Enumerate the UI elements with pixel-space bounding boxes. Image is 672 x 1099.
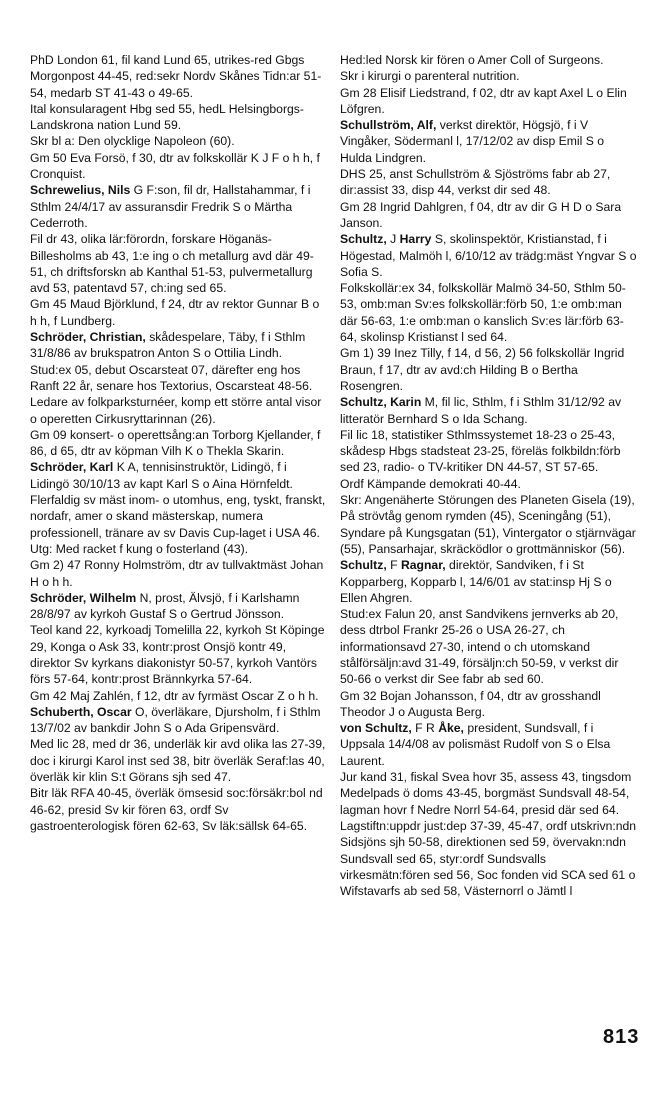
entry-text: Gm 45 Maud Björklund, f 24, dtr av rektor Gunnar B o h h, f Lundberg. bbox=[30, 297, 320, 328]
entry-name: Schultz, bbox=[340, 558, 387, 573]
entry-paragraph bbox=[340, 606, 638, 687]
entry-paragraph bbox=[30, 622, 328, 687]
entry-paragraph bbox=[30, 459, 328, 492]
left-column bbox=[30, 52, 328, 834]
entry-text: Stud:ex 05, debut Oscarsteat 07, därefter eng hos Ranft 22 år, senare hos Textorius, Oscarsteat 48-56. bbox=[30, 362, 313, 393]
entry-paragraph bbox=[30, 394, 328, 427]
entry-text: Gm 09 konsert- o operettsång:an Torborg Kjellander, f 86, d 65, dtr av köpman Vilh K o Thekla Skarin. bbox=[30, 427, 321, 459]
entry-paragraph bbox=[30, 704, 328, 737]
entry-paragraph bbox=[30, 541, 328, 557]
entry-name: Harry bbox=[399, 232, 432, 247]
entry-text: Skr bl a: Den olycklige Napoleon (60). bbox=[30, 134, 235, 149]
entry-text: Gm 2) 47 Ronny Holmström, dtr av tullvaktmäst Johan H o h h. bbox=[30, 558, 324, 589]
entry-text: M, fil lic, Sthlm, f i Sthlm 31/12/92 av litteratör Bernhard S o Ida Schang. bbox=[340, 395, 622, 426]
entry-text: Ledare av folkparksturnéer, komp ett större antal visor o operetten Cirkusryttarinnan (26). bbox=[30, 395, 322, 426]
entry-paragraph bbox=[340, 231, 638, 280]
entry-paragraph bbox=[340, 166, 638, 199]
entry-paragraph bbox=[30, 101, 328, 134]
entry-text: Bitr läk RFA 40-45, överläk ömsesid soc:försäkr:bol nd 46-62, presid Sv kir fören 63, ordf Sv gastroenterologisk fören 62-63, Sv läk:sällsk 64-65. bbox=[30, 786, 323, 833]
entry-paragraph bbox=[340, 280, 638, 345]
entry-text: Fil lic 18, statistiker Sthlmssystemet 18-23 o 25-43, skådesp Hbgs stadsteat 23-25, föreläs folkbildn:förb sed 23, radio- o TV-kritiker DN 44-57, ST 57-65. bbox=[340, 427, 621, 475]
entry-text: F bbox=[386, 558, 401, 573]
entry-text: Gm 28 Elisif Liedstrand, f 02, dtr av kapt Axel L o Elin Löfgren. bbox=[340, 85, 627, 116]
entry-text: Skr: Angenäherte Störungen des Planeten Gisela (19), På strövtåg genom rymden (45), Sceningång (51), Syndare på Kungsgatan (51), Vintergator o stjärnvägar (55), Pansarhajar, skräcködlor o grottmänniskor (56). bbox=[340, 493, 636, 556]
entry-name: von Schultz, bbox=[340, 721, 412, 736]
entry-text: G F:son, fil dr, Hallstahammar, f i Sthlm 24/4/17 av assuransdir Fredrik S o Märtha Cederroth. bbox=[30, 183, 311, 230]
entry-text: Gm 28 Ingrid Dahlgren, f 04, dtr av dir G H D o Sara Janson. bbox=[340, 199, 622, 230]
entry-name: Schultz, bbox=[340, 232, 387, 247]
entry-paragraph bbox=[340, 720, 638, 769]
entry-paragraph bbox=[340, 394, 638, 427]
entry-text: Utg: Med racket f kung o fosterland (43). bbox=[30, 541, 249, 556]
entry-paragraph bbox=[30, 150, 328, 183]
entry-name: Schrewelius, Nils bbox=[30, 183, 131, 198]
entry-name: Åke, bbox=[438, 721, 464, 736]
entry-text: N, prost, Älvsjö, f i Karlshamn 28/8/97 av kyrkoh Gustaf S o Gertrud Jönsson. bbox=[30, 590, 300, 622]
entry-text: Skr i kirurgi o parenteral nutrition. bbox=[340, 69, 520, 84]
entry-paragraph bbox=[30, 329, 328, 362]
entry-paragraph bbox=[30, 52, 328, 101]
entry-text: Flerfaldig sv mäst inom- o utomhus, eng, tyskt, franskt, nordafr, amer o skand mästerskap, numera professionell, tränare av sv Davis Cup-laget i USA 46. bbox=[30, 493, 326, 540]
entry-name: Schultz, Karin bbox=[340, 395, 422, 410]
entry-name: Schröder, Christian, bbox=[30, 330, 146, 345]
entry-paragraph bbox=[30, 785, 328, 834]
entry-paragraph bbox=[340, 557, 638, 606]
entry-paragraph bbox=[340, 52, 638, 68]
entry-text: Jur kand 31, fiskal Svea hovr 35, assess 43, tingsdom Medelpads ö doms 43-45, borgmäst Sundsvall 48-54, lagman hovr f Nedre Norrl 54-64, presid där sed 64. bbox=[340, 770, 632, 817]
entry-text: Ordf Kämpande demokrati 40-44. bbox=[340, 476, 521, 491]
entry-text: Lagstiftn:uppdr just:dep 37-39, 45-47, ordf utskrivn:ndn Sidsjöns sjh 50-58, direktionen sed 59, övervakn:ndn Sundsvall sed 65, styr:ordf Sundsvalls virkesmätn:fören sed 56, Soc fonden vid SCA sed 61 o Wifstavarfs ab sed 58, Västernorrl o Jämtl l bbox=[340, 818, 637, 899]
entry-text: Stud:ex Falun 20, anst Sandvikens jernverks ab 20, dess dtrbol Frankr 25-26 o USA 26-27, ch informationsavd 27-30, intend o ch utomskand stålförsäljn:avd 31-49, försäljn:ch 50-59, v verkst dir 50-66 o verkst dir See fabr ab sed 60. bbox=[340, 607, 619, 687]
entry-text: Gm 50 Eva Forsö, f 30, dtr av folkskollär K J F o h h, f Cronquist. bbox=[30, 150, 320, 182]
entry-text: Med lic 28, med dr 36, underläk kir avd olika las 27-39, doc i kirurgi Karol inst sed 38, bitr överläk Seraf:las 40, överläk kir klin S:t Görans sjh sed 47. bbox=[30, 737, 326, 785]
right-column bbox=[340, 52, 638, 899]
entry-paragraph bbox=[340, 85, 638, 118]
entry-text: Gm 1) 39 Inez Tilly, f 14, d 56, 2) 56 folkskollär Ingrid Braun, f 17, dtr av avd:ch Hilding B o Bertha Rosengren. bbox=[340, 346, 625, 393]
entry-text: O, överläkare, Djursholm, f i Sthlm 13/7/02 av bankdir John S o Ada Gripensvärd. bbox=[30, 704, 321, 736]
entry-name: Schullström, Alf, bbox=[340, 118, 437, 133]
entry-paragraph bbox=[340, 688, 638, 721]
entry-text: Folkskollär:ex 34, folkskollär Malmö 34-50, Sthlm 50-53, omb:man Sv:es folkskollär:förb 50, 1:e omb:man där 56-63, 1:e omb:man o kanslich Sv:es lär:förb 63-64, skolinsp Kristianst l sed 64. bbox=[340, 281, 626, 345]
entry-text: J bbox=[386, 232, 400, 247]
entry-paragraph bbox=[340, 427, 638, 476]
entry-text: DHS 25, anst Schullström & Sjöströms fabr ab 27, dir:assist 33, disp 44, verkst dir sed 48. bbox=[340, 167, 611, 198]
entry-paragraph bbox=[340, 68, 638, 84]
entry-text: Gm 32 Bojan Johansson, f 04, dtr av grosshandl Theodor J o Augusta Berg. bbox=[340, 688, 601, 719]
entry-text: president, Sundsvall, f i Uppsala 14/4/08 av polismäst Rudolf von S o Elsa Laurent. bbox=[340, 721, 611, 768]
entry-name: Schröder, Karl bbox=[30, 460, 114, 475]
entry-text: Fil dr 43, olika lär:förordn, forskare Höganäs-Billesholms ab 43, 1:e ing o ch metallurg avd där 49-51, ch driftsforskn ab Kanthal 51-53, pulvermetallurg avd 53, patentavd 57, ch:ing sed 65. bbox=[30, 232, 314, 296]
entry-paragraph bbox=[340, 117, 638, 166]
entry-name: Schröder, Wilhelm bbox=[30, 590, 137, 605]
entry-paragraph bbox=[340, 492, 638, 557]
entry-paragraph bbox=[340, 199, 638, 232]
entry-text: F R bbox=[411, 721, 439, 736]
entry-paragraph bbox=[340, 769, 638, 818]
entry-text: K A, tennisinstruktör, Lidingö, f i Lidingö 30/10/13 av kapt Karl S o Aina Hörnfeldt. bbox=[30, 460, 293, 491]
entry-text: PhD London 61, fil kand Lund 65, utrikes-red Gbgs Morgonpost 44-45, red:sekr Nordv Skånes Tidn:ar 51-54, medarb ST 41-43 o 49-65. bbox=[30, 53, 322, 100]
entry-text: S, skolinspektör, Kristianstad, f i Högestad, Malmöh l, 6/10/12 av trädg:mäst Yngvar S o Sofia S. bbox=[340, 232, 637, 279]
entry-paragraph bbox=[30, 231, 328, 296]
entry-text: Teol kand 22, kyrkoadj Tomelilla 22, kyrkoh St Köpinge 29, Konga o Ask 33, kontr:prost Onsjö kontr 49, direktor Sv kyrkans diakonistyr 50-57, kyrkoh Vantörs förs 57-64, kontr:prost Brännkyrka 57-64. bbox=[30, 623, 325, 687]
entry-paragraph bbox=[340, 476, 638, 492]
entry-name: Ragnar, bbox=[400, 558, 446, 573]
entry-paragraph bbox=[30, 736, 328, 785]
entry-paragraph bbox=[30, 492, 328, 541]
entry-paragraph bbox=[340, 345, 638, 394]
entry-text: Hed:led Norsk kir fören o Amer Coll of Surgeons. bbox=[340, 53, 604, 67]
page-number: 813 bbox=[603, 1026, 640, 1048]
entry-text: Ital konsularagent Hbg sed 55, hedL Helsingborgs-Landskrona nation Lund 59. bbox=[30, 101, 304, 133]
entry-paragraph bbox=[30, 688, 328, 704]
entry-paragraph bbox=[30, 590, 328, 623]
entry-text: verkst direktör, Högsjö, f i V Vingåker, Södermanl l, 17/12/02 av disp Emil S o Hulda Lindgren. bbox=[340, 118, 604, 165]
entry-paragraph bbox=[30, 362, 328, 395]
entry-paragraph bbox=[30, 427, 328, 460]
entry-paragraph bbox=[30, 557, 328, 590]
entry-paragraph bbox=[30, 133, 328, 149]
entry-paragraph bbox=[30, 296, 328, 329]
entry-text: direktör, Sandviken, f i St Kopparberg, Kopparb l, 14/6/01 av stat:insp Hj S o Ellen Ahgren. bbox=[340, 558, 612, 605]
entry-text: Gm 42 Maj Zahlén, f 12, dtr av fyrmäst Oscar Z o h h. bbox=[30, 688, 319, 703]
entry-text: skådespelare, Täby, f i Sthlm 31/8/86 av brukspatron Anton S o Ottilia Lindh. bbox=[30, 330, 306, 361]
entry-paragraph bbox=[30, 182, 328, 231]
entry-paragraph bbox=[340, 818, 638, 899]
entry-name: Schuberth, Oscar bbox=[30, 704, 132, 719]
